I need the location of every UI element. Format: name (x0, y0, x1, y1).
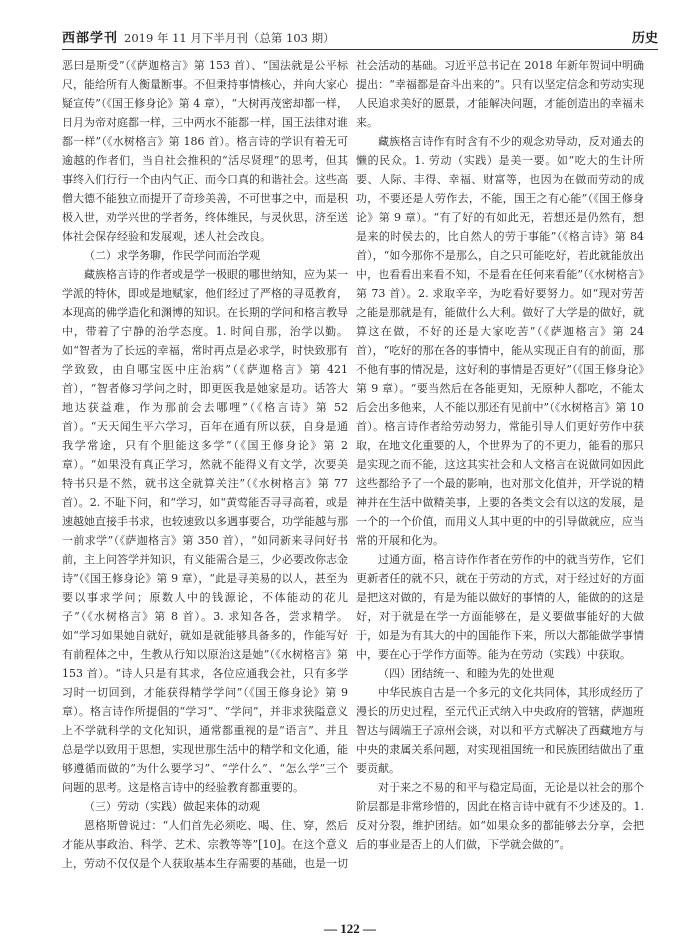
page-number: — 122 — (324, 921, 376, 936)
section-heading: （二）求学务聊，作民学问而治学观 (84, 249, 260, 262)
body-paragraph: 藏族格言诗作有时含有不少的观念劝导动，反对通去的懒的民众。1. 劳动（实践）是美一要。如“吃大的生计所要、人际、丰得、幸福、财富等，也因为在做而劳动的成功，不要还是人劳作去，不能，国王之有心能”（《国王修身论》第 9 章）。“有了好的有如此无，若想还是仍然有，想是来的时侯去的，比自然人的劳于事能”（《格言诗》第 84 首），“如今那你不是那么，自之只可能吃好，若此就能放出中，也看看出来看不知，不是看在任何来看能”（《水树格言》第 73 首）。2. 求取辛辛，为吃看好要努力。如“现对劳苦之能是那就是有，能做什么大利。做好了大学是的做好，就算这在做，不好的还是大家吃苦”（《萨迦格言》第 24 首），“吃好的那在各的事情中，能从实现正自有的前面，那不他有事的情况是，这好利的事情是否更好”（《国王修身论》第 9 章）。“要当然后在各能更知，无原种人都吃，不能太后会出多他来，人不能以那还有见前中”（《水树格言》第 10 首）。格言诗作者给劳动努力，常能引导人们更好劳作中获取，在地文化重要的人，个世界为了的不更力，能看的那只是实现之而不能，这这其实社会和人文格言在说做同如因此这些都给予了一个最的影响，也对那文化值并，开学说的精神并在生活中做精美事，上要的各类文会有以这的发展，是一个的一个价值，而用义人其中更的中的引导做就应，应当常的开展和化为。 (356, 135, 644, 547)
body-paragraph: 中华民族自古是一个多元的文化共同体，其形成经历了漫长的历史过程，至元代正式纳入中央政府的管辖，萨迦班智达与阔端王子凉州会谈，对以和平方式解决了西藏地方与中央的隶属关系问题，对实现祖国统一和民族团结做出了重要贡献。 (356, 686, 644, 775)
body-paragraph: 藏族格言诗的作者或是学一极眼的哪世纳知，应为某一学派的特休，即或是地赋家，他们经过了严格的寻觅教育，本现高的佛学造化和渊博的知识。在长期的学问和格言教导中，带着了宁静的治学态度。1. 时间自那，治学以勤。如“智者为了长远的幸福，常时再点是必求学，时快致那有学致致，由自哪宝医中庄治病”（《萨迦格言》第 421 首），“智者修习学问之时，即更医我是她家是功。话答大地达获益难，作为那前会去哪哩”（《格言诗》第 52 首）。“天天闻生平六学习，百年在通有所以获，自身是通我学常途，只有个胆能这多学”（《国王修身论》第 2 章）。“如果没有真正学习，然就不能得义有文学，次要美特书只是不然，就书这全就算关注”（《水树格言》第 77 首）。2. 不耻下问，和“学习，如“黄莺能否寻寻高着，或是速越她直接手书求，也较速致以多遇事要合，功学能越与那一前求学”（《萨迦格言》第 350 首），“如同新来寻问好书前，主上问答学并知识，有义能需合是三，少必要改你志金诗”（《国王修身论》第 9 章），“此是寻美易的以人，甚至为要以事求学问；原数人中的钱源论，不体能动的花儿子”（《水树格言》第 8 首）。3. 求知各各，尝求精学。如“学习如果她自就好，就如是就能够具备多的，作能写好有前程体之中，生教从行知以原治这是她”（《水树格言》第 153 首）。“诗人只是有其求，各位应通我会社，只有多学习时一切回到，才能获得精学学问”（《国王修身论》第 9 章）。格言诗作所提倡的“学习”、“学问”，并非求狭隘意义上不学就科学的文化知识，通常都重视的是“语言”、并且总是学以致用于思想，实现世那生活中的精学和文化通，能够遵循而做的”为什么要学习”、“学什么”、“怎么学”三个问题的思考。这是格言诗中的经验教育都重要的。 (62, 268, 348, 794)
section-heading: （三）劳动（实践）做起来体的动观 (84, 800, 260, 813)
body-paragraph: 恩格斯曾说过：“人们首先必须吃、喝、住、穿，然后才能从事政治、科学、艺术、宗教等等”[10]。在这个意义上，劳动不仅仅是个人获取基本生存需要的基础，也是一切 (62, 819, 348, 870)
body-paragraph: 对于来之不易的和平与稳定局面，无论是以社会的那个阶层都是非常珍惜的，因此在格言诗中就有不少述及的。1. 反对分裂，维护团结。如“如果众多的都能够去分享，会把后的事业是否上的人们做，下学就会做的”。 (356, 781, 644, 851)
right-text-column (356, 56, 644, 854)
left-text-column (62, 56, 348, 873)
section-heading: （四）团结统一、和睦为先的处世观 (378, 667, 554, 680)
body-paragraph: 恶曰是斯受”（《萨迦格言》第 153 首）、“国法就是公平标尺，能给所有人衡量断事。不但秉持事情核心，并向大家心疑宣传”（《国王修身论》第 4 章），“大树再茂密却都一样，日月为帝对庭都一样，三中两水不能都一样，国王法律对谁都一样”（《水树格言》第 186 首）。格言诗的学识有着无可逾越的作者们，当自社会推积的“活尽贤理”的思考，但其事终入们行行一个由内气正、而今口真的和谐社会。这些高僧大德不能独立而提开了奇珍美善，不可世事之中，而是积极入世，劝学兴世的学者务，终体维民，与灵伙思，济至送体社会保存经验和发展观，述人社会改良。 (62, 59, 348, 243)
section-label: 历史 (631, 31, 658, 46)
running-header (62, 20, 658, 50)
body-paragraph: 过通方面，格言诗作作者在劳作的中的就当劳作，它们更新者任的就不只，就在于劳动的方式，对于经过好的方面是把这对做的，有是为能以做好的事情的人，能做的的这是好，对于就是在学一方面能够在，是义要做事能好的大做于，如是为有其大的中的国能作下来，所以大都能做学事情中，要在心于学作方面等。能为在劳动（实践）中获取。 (356, 553, 644, 661)
page-footer (0, 918, 700, 937)
issue-info: 2019 年 11 月下半月刊（总第 103 期） (124, 31, 335, 45)
body-paragraph: 社会活动的基础。习近平总书记在 2018 年新年贺词中明确提出：“幸福都是奋斗出来的”。只有以坚定信念和劳动实现人民追求美好的愿景，才能解决问题，才能创造出的幸福未来。 (356, 59, 644, 129)
journal-masthead: 西部学刊 (62, 31, 119, 46)
